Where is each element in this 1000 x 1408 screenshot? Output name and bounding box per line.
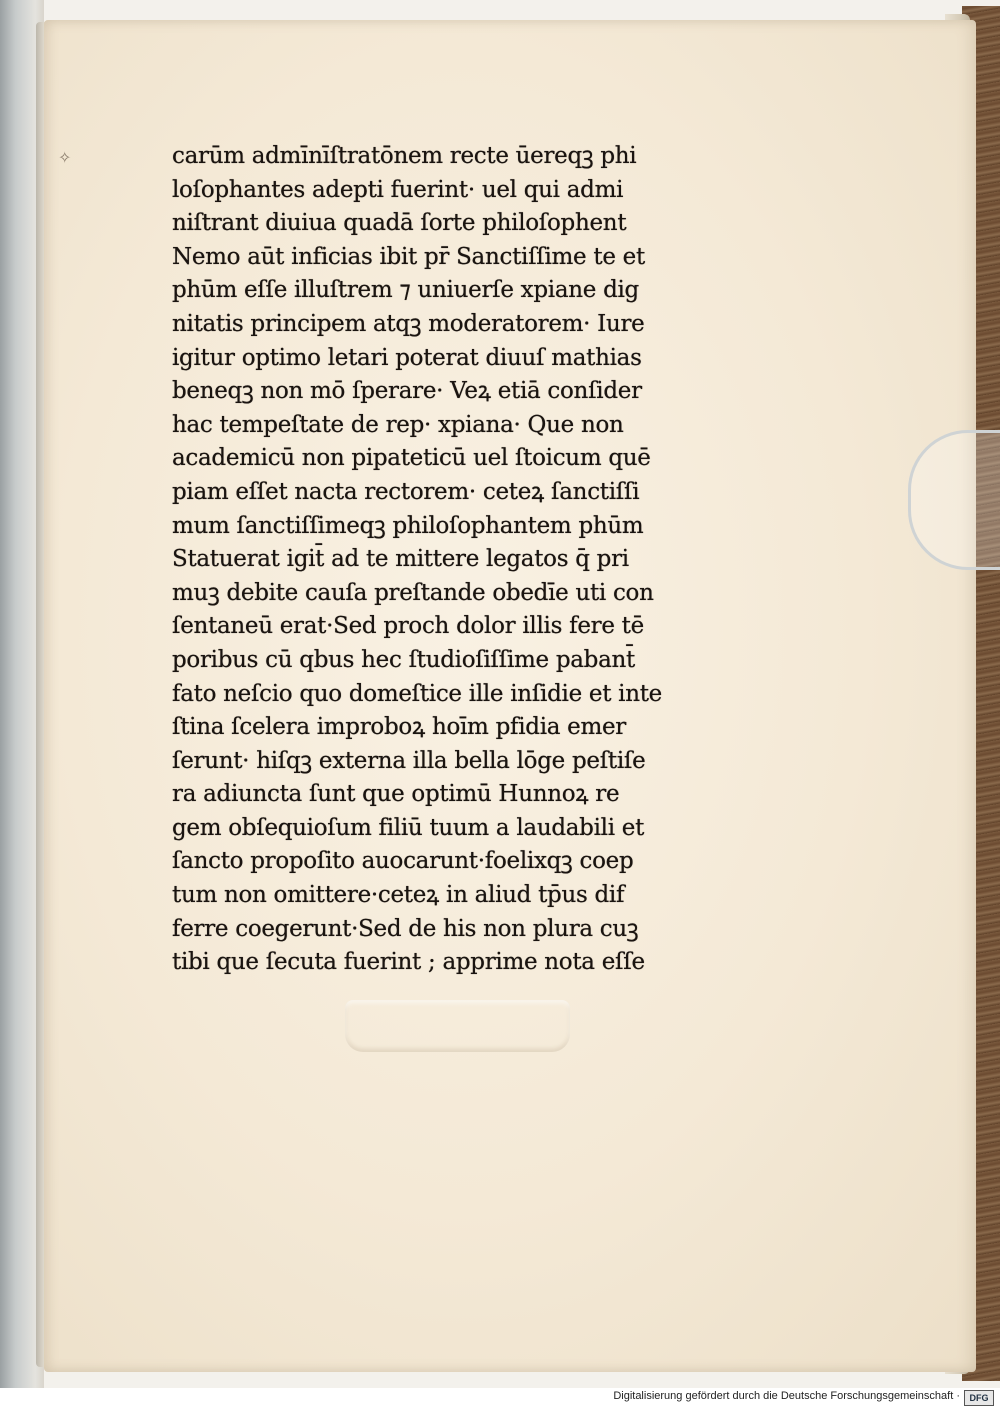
text-line: ferre coegerunt·Sed de his non plura cuꝫ: [172, 915, 639, 942]
page-clip: [908, 430, 1000, 570]
text-line: ſtina ſcelera improboꝝ hoīm pfidia emer: [172, 714, 627, 741]
text-line: tum non omittere·ceteꝝ in aliud tp̄us dif: [172, 882, 625, 909]
text-line: loſophantes adepti fuerint· uel qui admi: [172, 176, 624, 203]
text-line: beneqꝫ non mō ſperare· Veꝝ etiā conſider: [172, 378, 642, 405]
text-line: mum ſanctiſſimeqꝫ philoſophantem phūm: [172, 512, 644, 539]
text-line: carūm admīnīſtratōnem recte ūereqꝫ phi: [172, 143, 637, 169]
text-line: ſancto propoſito auocarunt·foelixqꝫ coep: [172, 848, 634, 875]
text-line: ra adiuncta ſunt que optimū Hunnoꝝ re: [172, 781, 620, 808]
text-line: phūm eſſe illuſtrem ⁊ uniuerſe xpiane dig: [172, 277, 639, 304]
text-line: piam eſſet nacta rectorem· ceteꝝ ſanctiſſi: [172, 478, 640, 505]
dfg-logo: DFG: [964, 1390, 994, 1406]
text-line: fato neſcio quo domeſtice ille inſidie et inte: [172, 680, 662, 707]
footer-credit: Digitalisierung gefördert durch die Deutsche Forschungsgemeinschaft ·: [613, 1390, 960, 1402]
text-line: gem obſequioſum filiū tuum a laudabili et: [172, 814, 645, 841]
footer-bar: [0, 1388, 1000, 1408]
margin-mark: ✧: [58, 148, 72, 167]
text-line: academicū non pipateticū uel ſtoicum quē: [172, 445, 651, 472]
text-line: ſerunt· hiſqꝫ externa illa bella lōge peſtiſe: [172, 747, 646, 774]
text-line: muꝫ debite cauſa preſtande obedīe uti con: [172, 579, 654, 606]
text-line: tibi que ſecuta fuerint ; apprime nota eſſe: [172, 949, 645, 976]
text-line: ſentaneū erat·Sed proch dolor illis fere tē: [172, 613, 644, 640]
text-line: nitatis principem atqꝫ moderatorem· Iure: [172, 310, 645, 337]
text-line: niſtrant diuiua quadā ſorte philoſophent: [172, 210, 627, 237]
text-line: igitur optimo letari poterat diuuſ mathias: [172, 344, 642, 371]
text-line: poribus cū qbus hec ſtudioſiſſime pabant̄: [172, 646, 635, 673]
blind-stamp-impression: [345, 1000, 570, 1052]
text-line: Nemo aūt inficias ibit pr̄ Sanctiſſime te et: [172, 243, 645, 270]
text-line: hac tempeſtate de rep· xpiana· Que non: [172, 411, 624, 438]
text-block: [172, 140, 732, 980]
text-line: Statuerat igit̄ ad te mittere legatos q̄ pri: [172, 546, 629, 573]
